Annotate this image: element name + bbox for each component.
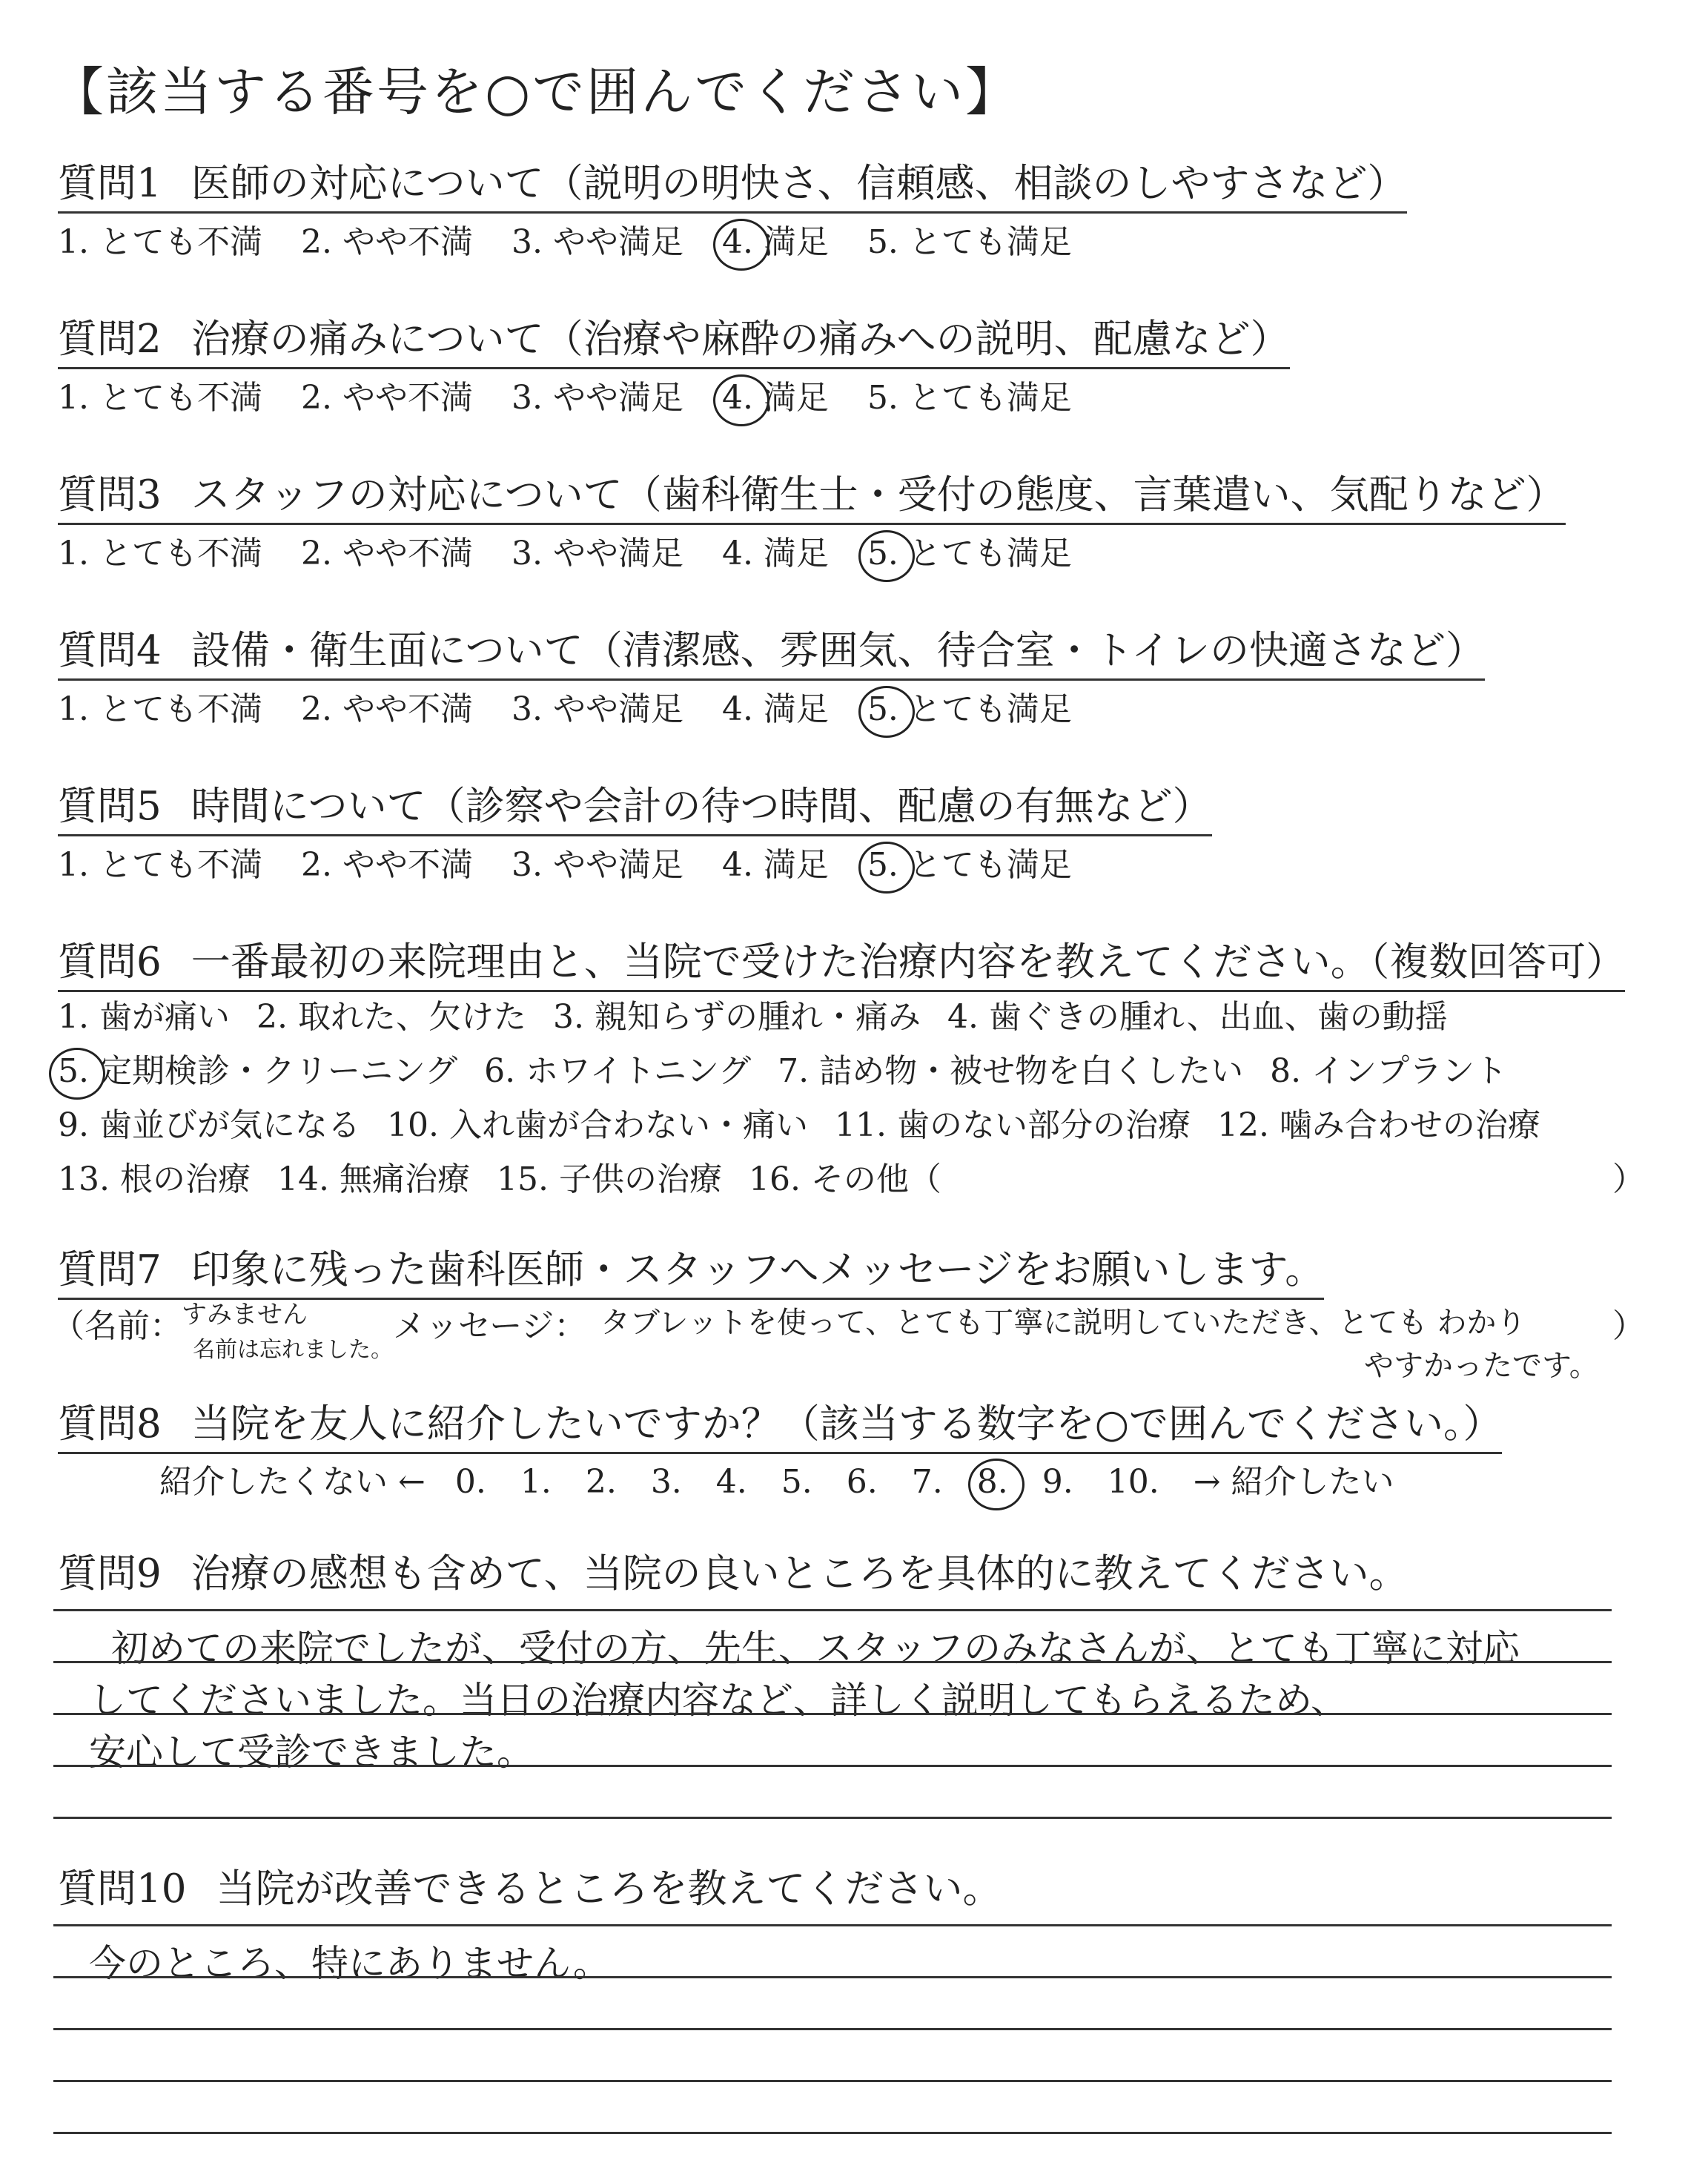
answer-line bbox=[53, 1661, 1612, 1663]
question-text: 治療の感想も含めて、当院の良いところを具体的に教えてください。 bbox=[191, 1551, 1409, 1596]
option-label: 親知らずの腫れ・痛み bbox=[583, 998, 921, 1036]
q7-close-paren: ） bbox=[1612, 1307, 1645, 1345]
rating-option[interactable] bbox=[301, 371, 473, 418]
question-text: 医師の対応について（説明の明快さ、信頼感、相談のしやすさなど） bbox=[191, 161, 1407, 206]
q6-options-row-2 bbox=[58, 1044, 1534, 1091]
option-number: 6. bbox=[846, 1463, 878, 1501]
question-number: 質問4 bbox=[58, 628, 162, 673]
option-number: 1. bbox=[58, 379, 89, 417]
option-number: 8. bbox=[1270, 1052, 1302, 1090]
question-text: 治療の痛みについて（治療や麻酔の痛みへの説明、配慮など） bbox=[191, 317, 1290, 362]
option-number: 5. bbox=[867, 379, 898, 417]
option-label: インプラント bbox=[1301, 1052, 1508, 1090]
question-text: 時間について（診察や会計の待つ時間、配慮の有無など） bbox=[191, 784, 1212, 829]
option-label: やや不満 bbox=[331, 223, 473, 261]
question-3 bbox=[58, 463, 1566, 525]
option-label: やや不満 bbox=[331, 379, 473, 417]
question-4 bbox=[58, 619, 1485, 681]
scale-right-label: → 紹介したい bbox=[1193, 1463, 1394, 1501]
reason-option[interactable] bbox=[835, 1098, 1191, 1146]
rating-option[interactable] bbox=[722, 215, 829, 262]
answer-line bbox=[53, 2132, 1612, 2134]
option-number: 2. bbox=[585, 1463, 617, 1501]
q6-options-row-1 bbox=[58, 990, 1474, 1037]
question-text: 設備・衛生面について（清潔感、雰囲気、待合室・トイレの快適さなど） bbox=[191, 628, 1486, 673]
option-number: 13. bbox=[58, 1160, 110, 1198]
option-label: 入れ歯が合わない・痛い bbox=[438, 1106, 808, 1144]
option-number: 1. bbox=[58, 223, 89, 261]
question-text: 当院が改善できるところを教えてください。 bbox=[216, 1866, 1002, 1912]
option-number: 5. bbox=[867, 223, 898, 261]
option-label: やや満足 bbox=[542, 535, 683, 572]
scale-option[interactable] bbox=[455, 1463, 486, 1501]
option-number: 0. bbox=[454, 1463, 486, 1501]
rating-options-q2 bbox=[58, 371, 1110, 418]
option-number: 4. bbox=[721, 846, 753, 884]
handwritten-answer-line-2: してくださいました。当日の治療内容など、詳しく説明してもらえるため、 bbox=[89, 1679, 1348, 1722]
rating-option[interactable] bbox=[58, 371, 262, 418]
reason-option[interactable] bbox=[256, 990, 526, 1037]
option-label: 歯ぐきの腫れ、出血、歯の動揺 bbox=[978, 998, 1448, 1036]
handwritten-answer-line-3: 安心して受診できました。 bbox=[89, 1731, 534, 1774]
rating-option[interactable] bbox=[867, 371, 1072, 418]
option-number: 12. bbox=[1217, 1106, 1269, 1144]
rating-option[interactable] bbox=[58, 215, 262, 262]
option-number: 10. bbox=[1107, 1463, 1159, 1501]
option-number: 1. bbox=[520, 1463, 552, 1501]
answer-line bbox=[53, 2080, 1612, 2082]
option-number: 1. bbox=[58, 998, 89, 1036]
reason-option[interactable] bbox=[1270, 1044, 1507, 1091]
rating-options-q4 bbox=[58, 682, 1110, 730]
option-number: 4. bbox=[947, 998, 979, 1036]
option-number: 4. bbox=[715, 1463, 747, 1501]
rating-option[interactable] bbox=[867, 215, 1072, 262]
option-label: とても満足 bbox=[898, 379, 1072, 417]
rating-options-q5 bbox=[58, 838, 1110, 885]
option-label: やや満足 bbox=[542, 690, 683, 728]
rating-option[interactable] bbox=[301, 526, 473, 574]
reason-option[interactable] bbox=[778, 1044, 1243, 1091]
option-label: とても不満 bbox=[88, 223, 262, 261]
option-label: やや不満 bbox=[331, 846, 473, 884]
question-text: 印象に残った歯科医師・スタッフへメッセージをお願いします。 bbox=[191, 1247, 1325, 1292]
option-label: その他（ bbox=[800, 1160, 941, 1198]
reason-option[interactable] bbox=[387, 1098, 808, 1146]
scale-option[interactable] bbox=[651, 1463, 682, 1501]
option-number: 1. bbox=[58, 846, 89, 884]
option-number: 5. bbox=[58, 1052, 89, 1090]
question-number: 質問8 bbox=[58, 1401, 162, 1447]
option-number: 5. bbox=[867, 846, 898, 884]
answer-line bbox=[53, 1924, 1612, 1926]
rating-option[interactable] bbox=[722, 682, 829, 730]
option-number: 2. bbox=[300, 223, 332, 261]
reason-option[interactable] bbox=[58, 1044, 457, 1091]
option-label: やや不満 bbox=[331, 690, 473, 728]
answer-line bbox=[53, 1765, 1612, 1767]
option-number: 7. bbox=[911, 1463, 943, 1501]
rating-option[interactable] bbox=[512, 682, 683, 730]
answer-line bbox=[53, 1609, 1612, 1611]
option-number: 4. bbox=[721, 535, 753, 572]
option-label: とても満足 bbox=[898, 535, 1072, 572]
scale-option[interactable] bbox=[1042, 1463, 1073, 1501]
rating-option[interactable] bbox=[512, 371, 683, 418]
answer-line bbox=[53, 1713, 1612, 1715]
option-label: 無痛治療 bbox=[328, 1160, 470, 1198]
option-number: 4. bbox=[721, 690, 753, 728]
option-label: 満足 bbox=[752, 535, 829, 572]
option-number: 3. bbox=[511, 690, 543, 728]
q6-options-row-4 bbox=[58, 1152, 968, 1200]
question-number: 質問1 bbox=[58, 161, 162, 206]
rating-option[interactable] bbox=[58, 526, 262, 574]
rating-option[interactable] bbox=[301, 682, 473, 730]
rating-options-q3 bbox=[58, 526, 1110, 574]
question-7 bbox=[58, 1238, 1324, 1300]
option-label: とても不満 bbox=[88, 690, 262, 728]
scale-option[interactable] bbox=[716, 1463, 747, 1501]
scale-option[interactable] bbox=[977, 1463, 1008, 1501]
option-label: やや不満 bbox=[331, 535, 473, 572]
handwritten-name-line-1: すみません bbox=[182, 1300, 308, 1330]
option-number: 5. bbox=[867, 535, 898, 572]
question-text: 当院を友人に紹介したいですか？（該当する数字を○で囲んでください。） bbox=[191, 1401, 1503, 1447]
question-number: 質問2 bbox=[58, 317, 162, 362]
reason-option[interactable] bbox=[58, 990, 230, 1037]
option-label: 歯のない部分の治療 bbox=[886, 1106, 1191, 1144]
option-number: 3. bbox=[552, 998, 584, 1036]
option-number: 3. bbox=[511, 379, 543, 417]
answer-line bbox=[53, 1976, 1612, 1978]
scale-option[interactable] bbox=[520, 1463, 552, 1501]
rating-option[interactable] bbox=[301, 838, 473, 885]
option-number: 14. bbox=[277, 1160, 329, 1198]
reason-option[interactable] bbox=[58, 1098, 360, 1146]
option-number: 3. bbox=[650, 1463, 682, 1501]
option-number: 3. bbox=[511, 535, 543, 572]
rating-option[interactable] bbox=[867, 526, 1072, 574]
option-number: 15. bbox=[496, 1160, 549, 1198]
name-label: （名前： bbox=[52, 1307, 182, 1345]
question-8 bbox=[58, 1393, 1502, 1454]
option-number: 11. bbox=[834, 1106, 887, 1144]
option-label: とても不満 bbox=[88, 535, 262, 572]
rating-option[interactable] bbox=[58, 682, 262, 730]
question-number: 質問6 bbox=[58, 939, 162, 985]
option-number: 5. bbox=[781, 1463, 812, 1501]
question-2 bbox=[58, 308, 1290, 369]
handwritten-message-line-1: タブレットを使って、とても丁寧に説明していただき、とても わかり bbox=[600, 1306, 1526, 1340]
scale-option[interactable] bbox=[781, 1463, 812, 1501]
handwritten-message-line-2: やすかったです。 bbox=[1364, 1349, 1599, 1383]
question-number: 質問3 bbox=[58, 472, 162, 518]
option-number: 9. bbox=[58, 1106, 89, 1144]
page-title: 【該当する番号を○で囲んでください】 bbox=[52, 62, 1020, 122]
rating-option[interactable] bbox=[512, 215, 683, 262]
option-label: 満足 bbox=[752, 223, 829, 261]
reason-option[interactable] bbox=[277, 1152, 470, 1200]
rating-option[interactable] bbox=[512, 526, 683, 574]
message-label: メッセージ： bbox=[393, 1307, 587, 1345]
reason-option[interactable] bbox=[58, 1152, 251, 1200]
option-label: ホワイトニング bbox=[515, 1052, 752, 1090]
answer-line bbox=[53, 2028, 1612, 2030]
option-number: 10. bbox=[386, 1106, 439, 1144]
option-number: 1. bbox=[58, 535, 89, 572]
option-number: 2. bbox=[300, 379, 332, 417]
option-label: やや満足 bbox=[542, 846, 683, 884]
reason-option[interactable] bbox=[553, 990, 921, 1037]
option-number: 7. bbox=[778, 1052, 810, 1090]
reason-option[interactable] bbox=[497, 1152, 722, 1200]
option-number: 2. bbox=[300, 846, 332, 884]
option-number: 9. bbox=[1042, 1463, 1073, 1501]
q6-options-row-3 bbox=[58, 1098, 1567, 1146]
reason-option[interactable] bbox=[1217, 1098, 1540, 1146]
rating-option[interactable] bbox=[867, 682, 1072, 730]
option-label: やや満足 bbox=[542, 223, 683, 261]
option-label: 取れた、欠けた bbox=[287, 998, 526, 1036]
option-number: 3. bbox=[511, 223, 543, 261]
rating-option[interactable] bbox=[58, 838, 262, 885]
handwritten-name-line-2: 名前は忘れました。 bbox=[193, 1337, 393, 1363]
handwritten-answer-line-1: 今のところ、特にありません。 bbox=[89, 1942, 610, 1985]
handwritten-answer-line-1: 初めての来院でしたが、受付の方、先生、スタッフのみなさんが、とても丁寧に対応 bbox=[111, 1627, 1520, 1670]
option-label: 満足 bbox=[752, 846, 829, 884]
option-label: 根の治療 bbox=[109, 1160, 251, 1198]
option-number: 16. bbox=[748, 1160, 801, 1198]
rating-option[interactable] bbox=[301, 215, 473, 262]
option-number: 5. bbox=[867, 690, 898, 728]
option-label: とても不満 bbox=[88, 379, 262, 417]
option-label: とても満足 bbox=[898, 846, 1072, 884]
option-label: とても満足 bbox=[898, 223, 1072, 261]
question-number: 質問9 bbox=[58, 1551, 162, 1596]
question-6 bbox=[58, 931, 1625, 992]
question-text: 一番最初の来院理由と、当院で受けた治療内容を教えてください。（複数回答可） bbox=[191, 939, 1626, 985]
q6-close-paren: ） bbox=[1612, 1160, 1645, 1198]
scale-option[interactable] bbox=[586, 1463, 617, 1501]
option-label: 定期検診・クリーニング bbox=[88, 1052, 458, 1090]
rating-option[interactable] bbox=[722, 371, 829, 418]
option-label: 噛み合わせの治療 bbox=[1268, 1106, 1540, 1144]
option-number: 2. bbox=[256, 998, 288, 1036]
option-number: 1. bbox=[58, 690, 89, 728]
question-number: 質問5 bbox=[58, 784, 162, 829]
scale-option[interactable] bbox=[912, 1463, 943, 1501]
recommend-scale bbox=[159, 1455, 1394, 1502]
reason-option[interactable] bbox=[749, 1152, 941, 1200]
question-number: 質問7 bbox=[58, 1247, 162, 1292]
question-5 bbox=[58, 775, 1212, 836]
option-number: 2. bbox=[300, 690, 332, 728]
rating-option[interactable] bbox=[722, 526, 829, 574]
option-label: 詰め物・被せ物を白くしたい bbox=[809, 1052, 1244, 1090]
option-label: とても不満 bbox=[88, 846, 262, 884]
question-text: スタッフの対応について（歯科衛生士・受付の態度、言葉遣い、気配りなど） bbox=[191, 472, 1566, 518]
scale-left-label: 紹介したくない ← bbox=[159, 1463, 426, 1501]
question-1 bbox=[58, 152, 1407, 214]
answer-line bbox=[53, 1817, 1612, 1819]
option-number: 6. bbox=[484, 1052, 516, 1090]
option-number: 4. bbox=[721, 379, 753, 417]
option-label: とても満足 bbox=[898, 690, 1072, 728]
question-10 bbox=[58, 1857, 1002, 1917]
option-label: 子供の治療 bbox=[548, 1160, 722, 1198]
option-label: 歯並びが気になる bbox=[88, 1106, 360, 1144]
scale-option[interactable] bbox=[1108, 1463, 1159, 1501]
option-label: 満足 bbox=[752, 690, 829, 728]
scale-option[interactable] bbox=[847, 1463, 878, 1501]
rating-options-q1 bbox=[58, 215, 1110, 262]
option-number: 4. bbox=[721, 223, 753, 261]
question-9 bbox=[58, 1542, 1409, 1602]
option-number: 3. bbox=[511, 846, 543, 884]
option-label: やや満足 bbox=[542, 379, 683, 417]
option-label: 満足 bbox=[752, 379, 829, 417]
reason-option[interactable] bbox=[947, 990, 1448, 1037]
rating-option[interactable] bbox=[722, 838, 829, 885]
rating-option[interactable] bbox=[512, 838, 683, 885]
rating-option[interactable] bbox=[867, 838, 1072, 885]
option-number: 2. bbox=[300, 535, 332, 572]
reason-option[interactable] bbox=[484, 1044, 751, 1091]
option-label: 歯が痛い bbox=[88, 998, 230, 1036]
question-number: 質問10 bbox=[58, 1866, 187, 1912]
option-number: 8. bbox=[976, 1463, 1008, 1501]
